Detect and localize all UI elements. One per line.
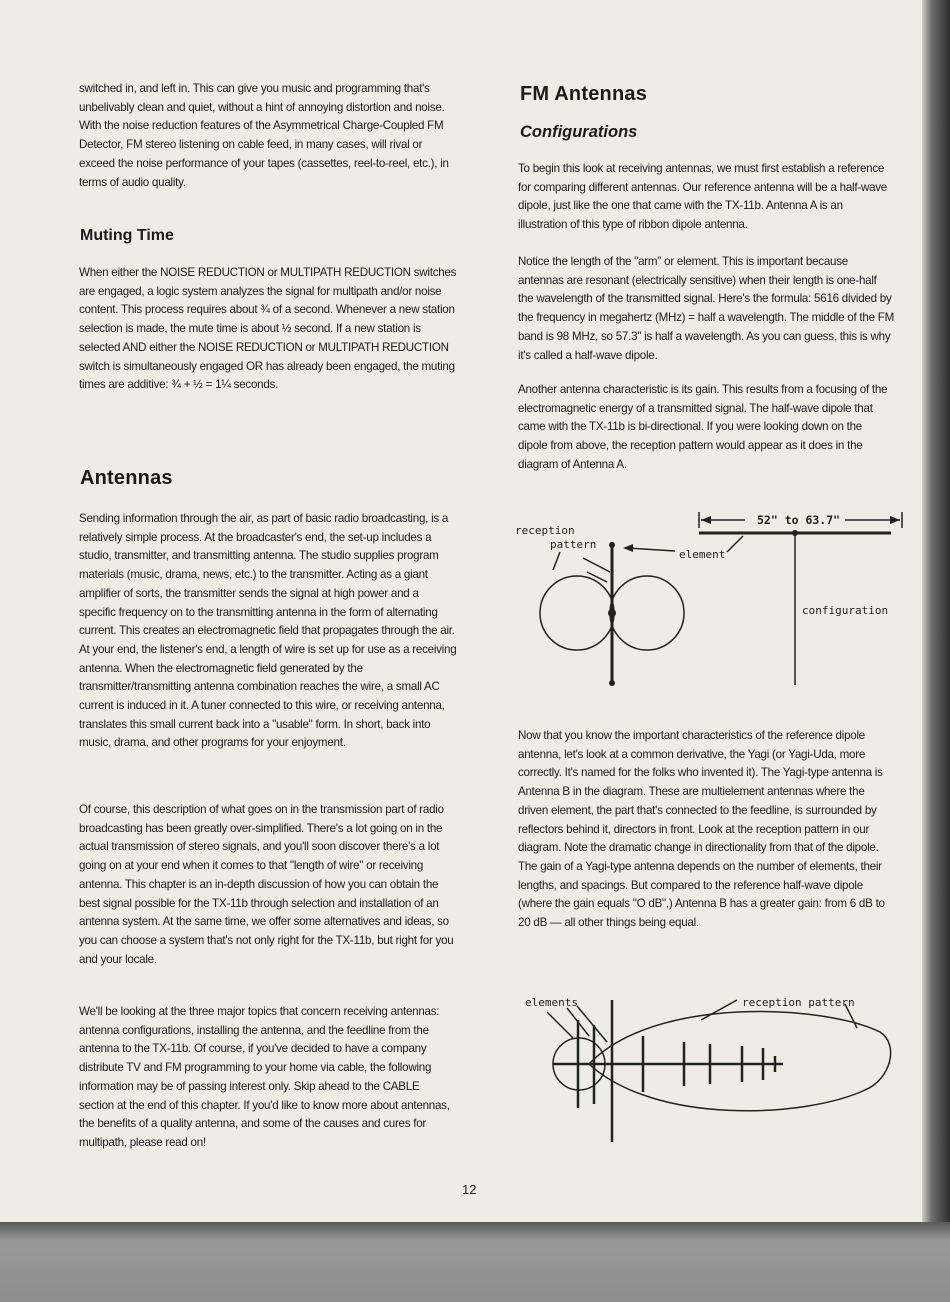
yagi-antenna-diagram	[505, 980, 905, 1145]
element-arrowhead	[623, 544, 633, 552]
label-length: 52" to 63.7"	[757, 513, 841, 527]
antennas-paragraph-2: Of course, this description of what goes on in the transmission part of radio broadcasting has been greatly over-simplified. There's a lot going on in the actual transmission of stereo signals, and you'll soon discover there's a lot going on at your end when it comes to that "length of wire" or receiving antenna. This chapter is an in-depth discussion of how you can obtain the best signal possible for the TX-11b through selection and installation of an antenna system. At the same time, we offer some alternatives and ideas, so you can choose a system that's not only right for the TX-11b, but right for you and your locale.	[79, 803, 454, 966]
configurations-heading: Configurations	[520, 123, 638, 141]
fm-paragraph-4: Now that you know the important characteristics of the reference dipole antenna, let's look at a common derivative, the Yagi (or Yagi-Uda, more correctly. It's named for the folks who invented it). The Yagi-type antenna is Antenna B in the diagram. These are multielement antennas where the driven element, the part that's connected to the feedline, is surrounded by reflectors behind it, directors in front. Look at the reception pattern in our diagram. Note the dramatic change in directionality from that of the dipole. The gain of a Yagi-type antenna depends on the number of elements, their lengths, and spacings. But compared to the reference half-wave dipole (where the gain equals "O dB",) Antenna B has a greater gain: from 6 dB to 20 dB — all other things being equal.	[518, 729, 885, 930]
configuration-center	[792, 530, 798, 536]
fm-paragraph-2: Notice the length of the "arm" or element. This is important because antennas are resonant (electrically sensitive) when their length is one-half the wavelength of the transmitted signal. Here's the formula: 5616 divided by the frequency in megahertz (MHz) = half a wavelength. The middle of the FM band is 98 MHz, so 57.3" is half a wavelength. As you can guess, this is why it's called a half-wave dipole.	[518, 255, 894, 362]
muting-time-paragraph: When either the NOISE REDUCTION or MULTIPATH REDUCTION switches are engaged, a logic system analyzes the signal for multipath and/or noise content. This process requires about ¾ of a second. Whenever a new station selection is made, the mute time is about ½ second. If a new station is selected AND either the NOISE REDUCTION or MULTIPATH REDUCTION switch is simultaneously engaged OR has already been engaged, the muting times are additive: ¾ + ½ = 1¼ seconds.	[79, 266, 457, 392]
elements-pointer-3	[577, 1006, 607, 1042]
label-reception-pattern: reception pattern	[742, 996, 855, 1009]
label-elements: elements	[525, 996, 578, 1009]
page-number: 12	[462, 1182, 477, 1197]
reception-pointer	[553, 552, 560, 570]
reception-lobe-right	[610, 576, 684, 650]
antennas-section	[80, 467, 452, 490]
yagi-reception-lobe	[589, 1012, 891, 1111]
feed-point	[608, 609, 616, 617]
fm-paragraph-1: To begin this look at receiving antennas, we must first establish a reference for comparing different antennas. Our reference antenna will be a half-wave dipole, just like the one that came with the TX-11b. Antenna A is an illustration of this type of ribbon dipole antenna.	[518, 162, 888, 232]
fm-paragraph-3: Another antenna characteristic is its gain. This results from a focusing of the electromagnetic energy of a transmitted signal. The half-wave dipole that came with the TX-11b is bi-directional. If you were looking down on the dipole from above, the reception pattern would appear as it does in the diagram of Antenna A.	[518, 383, 888, 471]
pattern-pointer-left	[701, 1000, 737, 1020]
label-configuration: configuration	[802, 604, 889, 617]
page-bottom-shadow	[0, 1222, 950, 1302]
muting-time-heading: Muting Time	[80, 227, 174, 244]
dipole-antenna-diagram	[505, 500, 905, 700]
pattern-pointer-line	[583, 558, 610, 572]
elements-pointer-1	[547, 1012, 573, 1038]
reception-lobe-left	[540, 576, 614, 650]
pattern-pointer-line-2	[587, 572, 607, 582]
right-column	[520, 83, 900, 106]
book-spine-shadow	[922, 0, 950, 1222]
element-tip-bottom	[609, 680, 615, 686]
fm-antennas-heading: FM Antennas	[520, 83, 648, 105]
label-reception: reception	[515, 524, 575, 537]
arrowhead-left	[701, 516, 711, 524]
label-element: element	[679, 548, 726, 561]
intro-paragraph: switched in, and left in. This can give you music and programming that's unbelivably clean and quiet, without a hint of annoying distortion and noise. With the noise reduction features of the Asymmetrical Charge-Coupled FM Detector, FM stereo listening on cable feed, in many cases, will rival or exceed the noise performance of your tapes (cassettes, reel-to-reel, etc.), in terms of audio quality.	[79, 82, 449, 189]
label-pattern: pattern	[550, 538, 597, 551]
arrowhead-right	[890, 516, 900, 524]
arm-pointer	[727, 536, 743, 552]
antennas-heading: Antennas	[80, 467, 173, 489]
antennas-paragraph-3: We'll be looking at the three major topics that concern receiving antennas: antenna configurations, installing the antenna, and the feedline from the antenna to the TX-11b. Of course, if you've decided to have a company distribute TV and FM programming to your home via cable, the following information may be of passing interest only. Skip ahead to the CABLE section at the end of this chapter. If you'd like to know more about antennas, the benefits of a quality antenna, and some of the causes and cures for multipath, please read on!	[79, 1005, 450, 1149]
left-column	[79, 80, 451, 192]
antennas-paragraph-1: Sending information through the air, as part of basic radio broadcasting, is a relatively simple process. At the broadcaster's end, the set-up includes a studio, transmitter, and transmitting antenna. The studio supplies program materials (music, drama, news, etc.) to the transmitter. Acting as a giant amplifier of sorts, the transmitter sends the signal at high power and a specific frequency on to the transmitting antenna in the form of alternating current. This creates an electromagnetic field that propagates through the air. At your end, the listener's end, a length of wire is set up for use as a receiving antenna. When the electromagnetic field generated by the transmitter/transmitting antenna combination reaches the wire, a small AC current is induced in it. A tuner connected to this wire, or receiving antenna, translates this small current back into a "usable" form. In short, back into music, drama, and other programs for your enjoyment.	[79, 512, 457, 750]
element-tip-top	[609, 542, 615, 548]
muting-time-section	[80, 227, 452, 245]
element-pointer	[628, 548, 675, 551]
